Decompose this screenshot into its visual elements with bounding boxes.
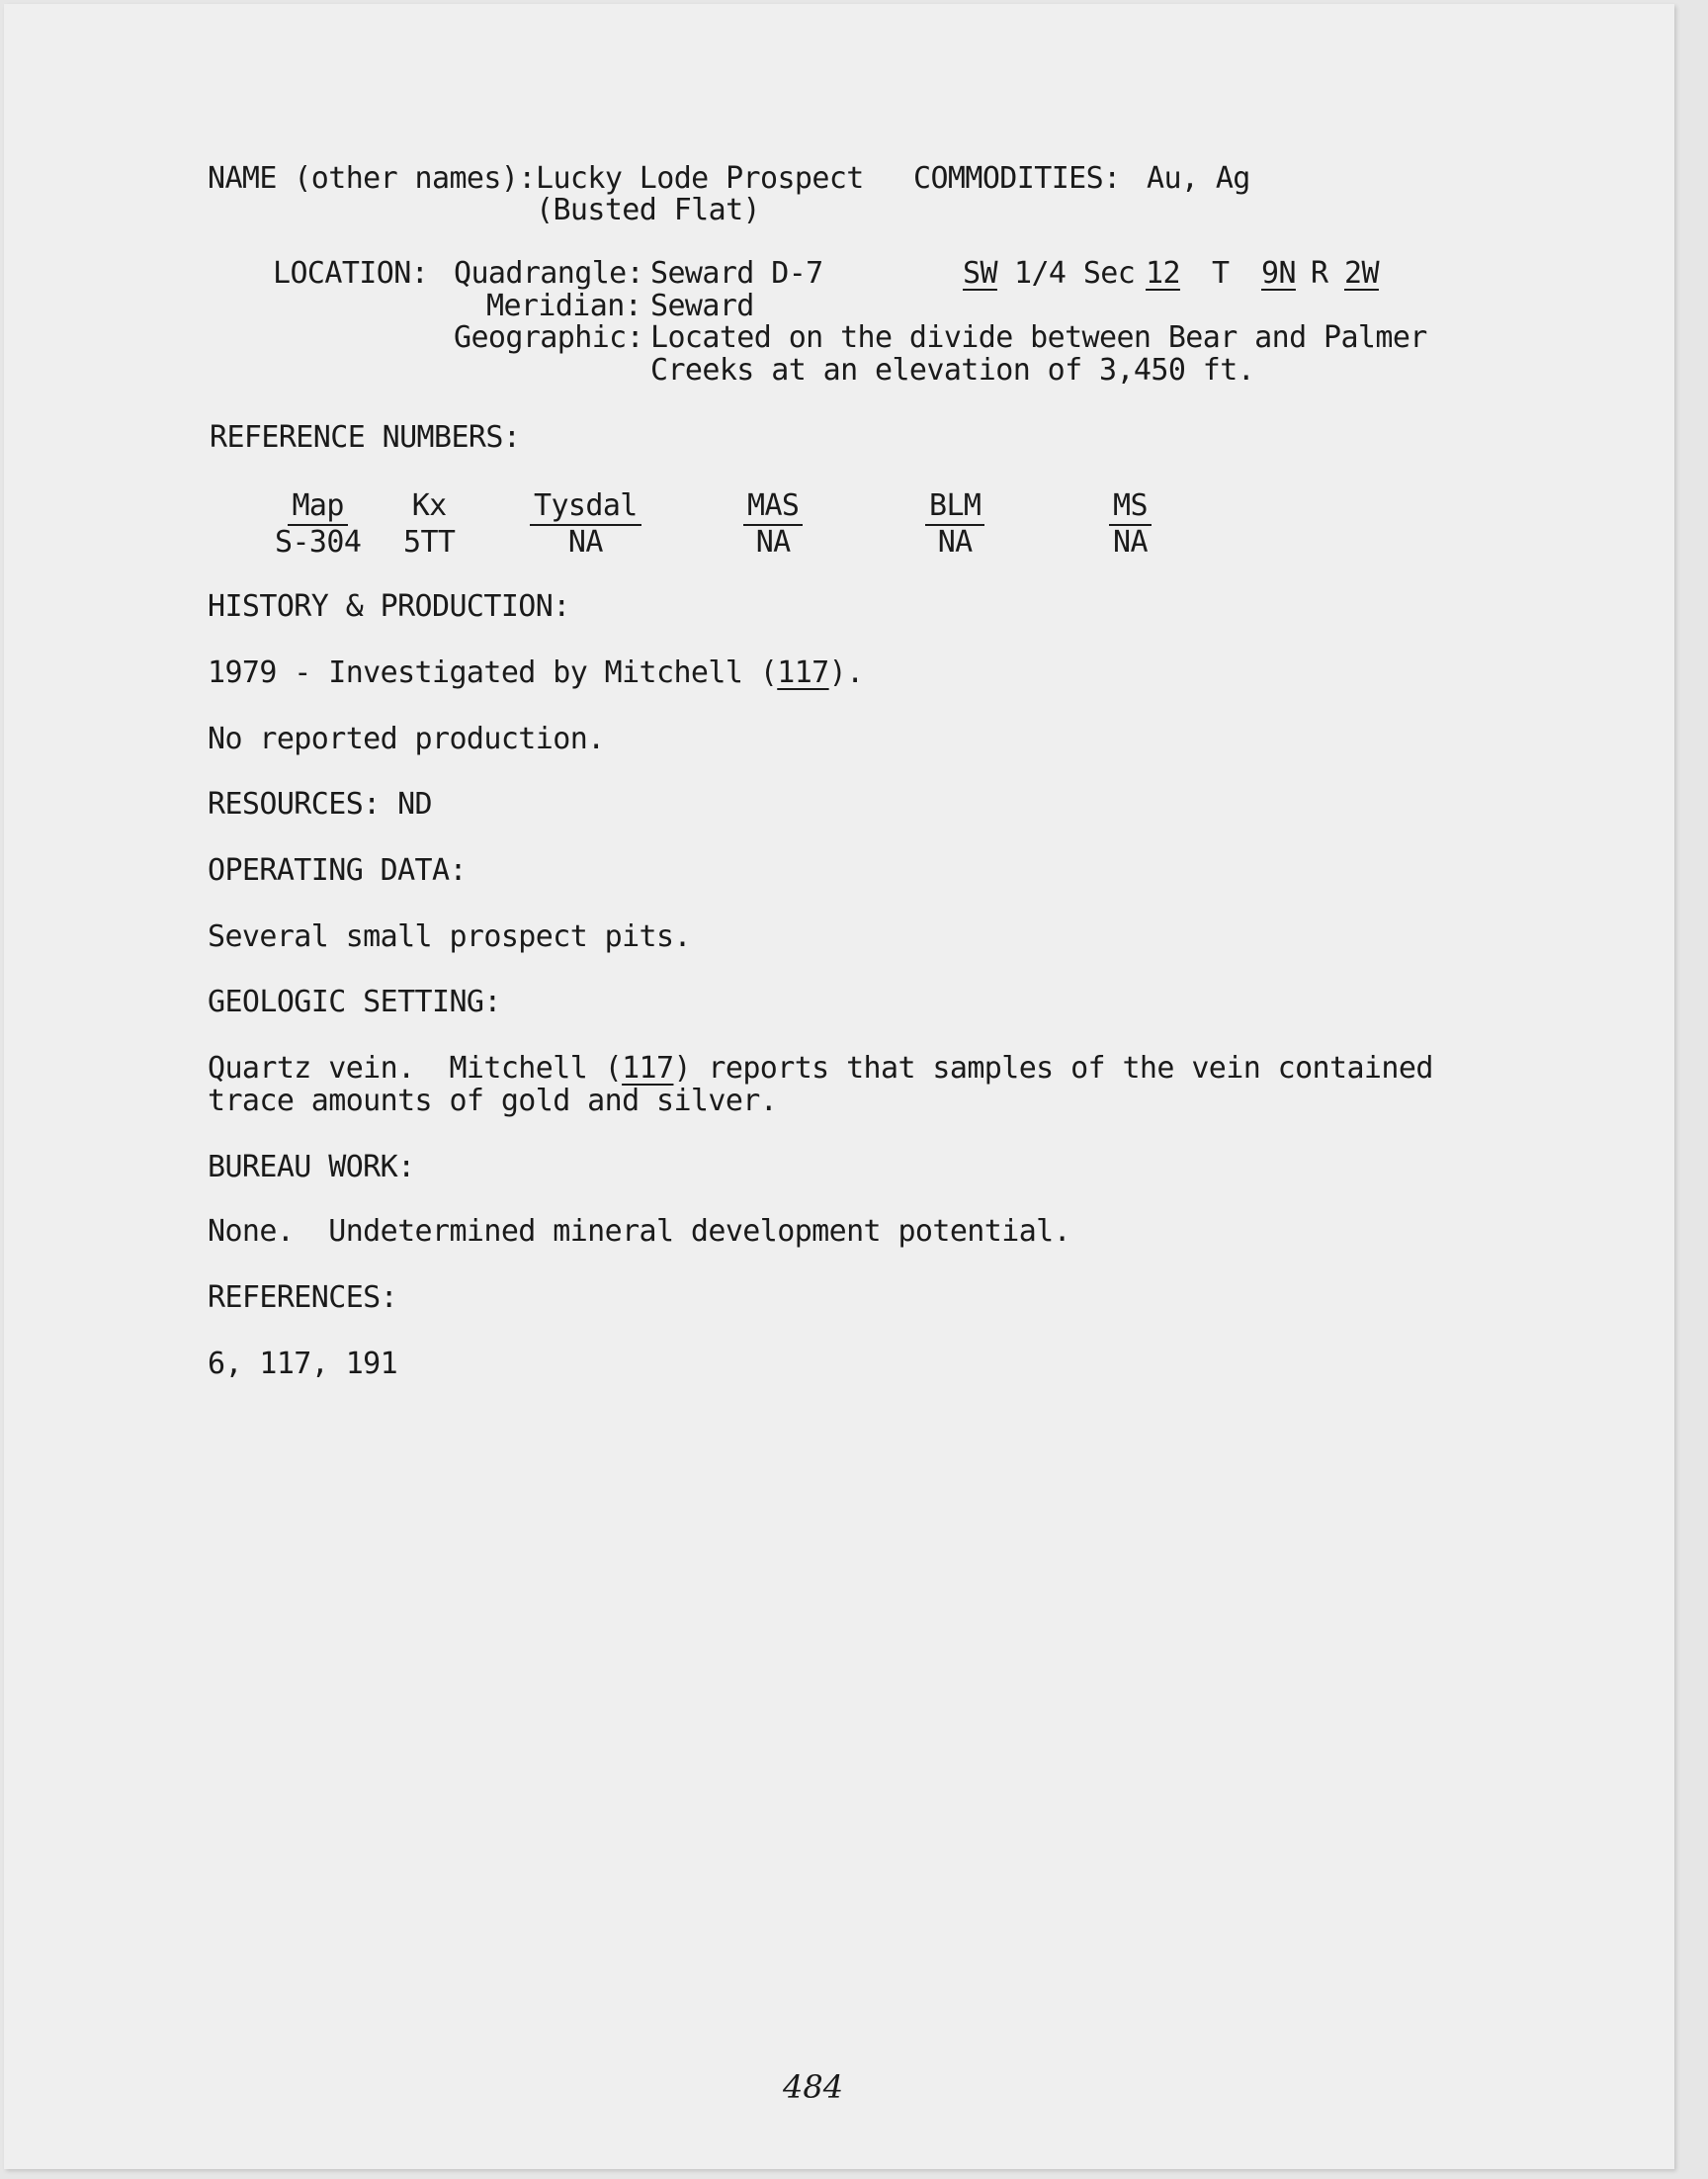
history-label: HISTORY & PRODUCTION:: [208, 589, 570, 624]
history-line-2: No reported production.: [208, 722, 605, 756]
bureau-label: BUREAU WORK:: [208, 1150, 415, 1184]
quarter-suffix: 1/4 Sec: [1014, 256, 1136, 291]
ref-value: S-304: [275, 525, 362, 560]
meridian-value: Seward: [650, 289, 754, 323]
geologic-citation: 117: [622, 1051, 674, 1086]
references-label: REFERENCES:: [208, 1280, 398, 1315]
ref-header: Tysdal: [530, 490, 641, 526]
geographic-label: Geographic:: [454, 320, 644, 355]
location-label: LOCATION:: [273, 256, 429, 291]
township-value: 9N: [1261, 256, 1296, 291]
ref-value: NA: [755, 525, 791, 560]
references-text: 6, 117, 191: [208, 1347, 398, 1381]
ref-header: MS: [1109, 490, 1152, 526]
operating-label: OPERATING DATA:: [208, 853, 467, 888]
ref-header: Map: [288, 490, 347, 526]
geographic-line-2: Creeks at an elevation of 3,450 ft.: [650, 353, 1255, 388]
ref-col-kx: [403, 490, 455, 559]
ref-value: NA: [567, 525, 603, 560]
geologic-line-1-prefix: Quartz vein. Mitchell (: [208, 1051, 623, 1086]
quadrangle-label: Quadrangle:: [454, 256, 644, 291]
geologic-line-1-suffix: ) reports that samples of the vein contained: [673, 1051, 1433, 1086]
ref-header: BLM: [925, 490, 984, 526]
range-value: 2W: [1344, 256, 1379, 291]
ref-value: NA: [1113, 525, 1148, 560]
ref-value: 5TT: [403, 525, 456, 560]
bureau-text: None. Undetermined mineral development potential.: [208, 1214, 1071, 1249]
operating-text: Several small prospect pits.: [208, 919, 691, 954]
ref-col-tysdal: [530, 490, 641, 559]
section-number: 12: [1146, 256, 1180, 291]
page-number: 484: [783, 2068, 844, 2106]
geologic-line-1: [208, 1052, 1433, 1086]
ref-col-blm: [925, 490, 984, 559]
ref-col-mas: [743, 490, 803, 559]
commodities-label: COMMODITIES:: [913, 161, 1121, 196]
reference-numbers-label: REFERENCE NUMBERS:: [210, 420, 521, 455]
name-label: NAME (other names):: [208, 161, 536, 196]
history-line-1-prefix: 1979 - Investigated by Mitchell (: [208, 655, 778, 690]
name-value: Lucky Lode Prospect: [536, 161, 864, 196]
document-page: [4, 4, 1674, 2169]
geographic-line-1: Located on the divide between Bear and Palmer: [650, 320, 1427, 355]
township-label: T: [1212, 256, 1230, 291]
resources: RESOURCES: ND: [208, 787, 432, 822]
history-citation: 117: [777, 655, 829, 690]
quadrangle-value: Seward D-7: [650, 256, 823, 291]
quarter-section: SW: [963, 256, 997, 291]
range-label: R: [1311, 256, 1328, 291]
history-line-1-suffix: ).: [828, 655, 864, 690]
ref-header: MAS: [743, 490, 803, 526]
meridian-label: Meridian:: [486, 289, 642, 323]
other-name: (Busted Flat): [536, 193, 760, 227]
geologic-label: GEOLOGIC SETTING:: [208, 985, 501, 1019]
history-line-1: [208, 656, 864, 690]
commodities-value: Au, Ag: [1147, 161, 1250, 196]
ref-col-map: [275, 490, 361, 559]
ref-header: Kx: [411, 488, 447, 523]
ref-value: NA: [937, 525, 973, 560]
geologic-line-2: trace amounts of gold and silver.: [208, 1084, 778, 1118]
ref-col-ms: [1109, 490, 1152, 559]
